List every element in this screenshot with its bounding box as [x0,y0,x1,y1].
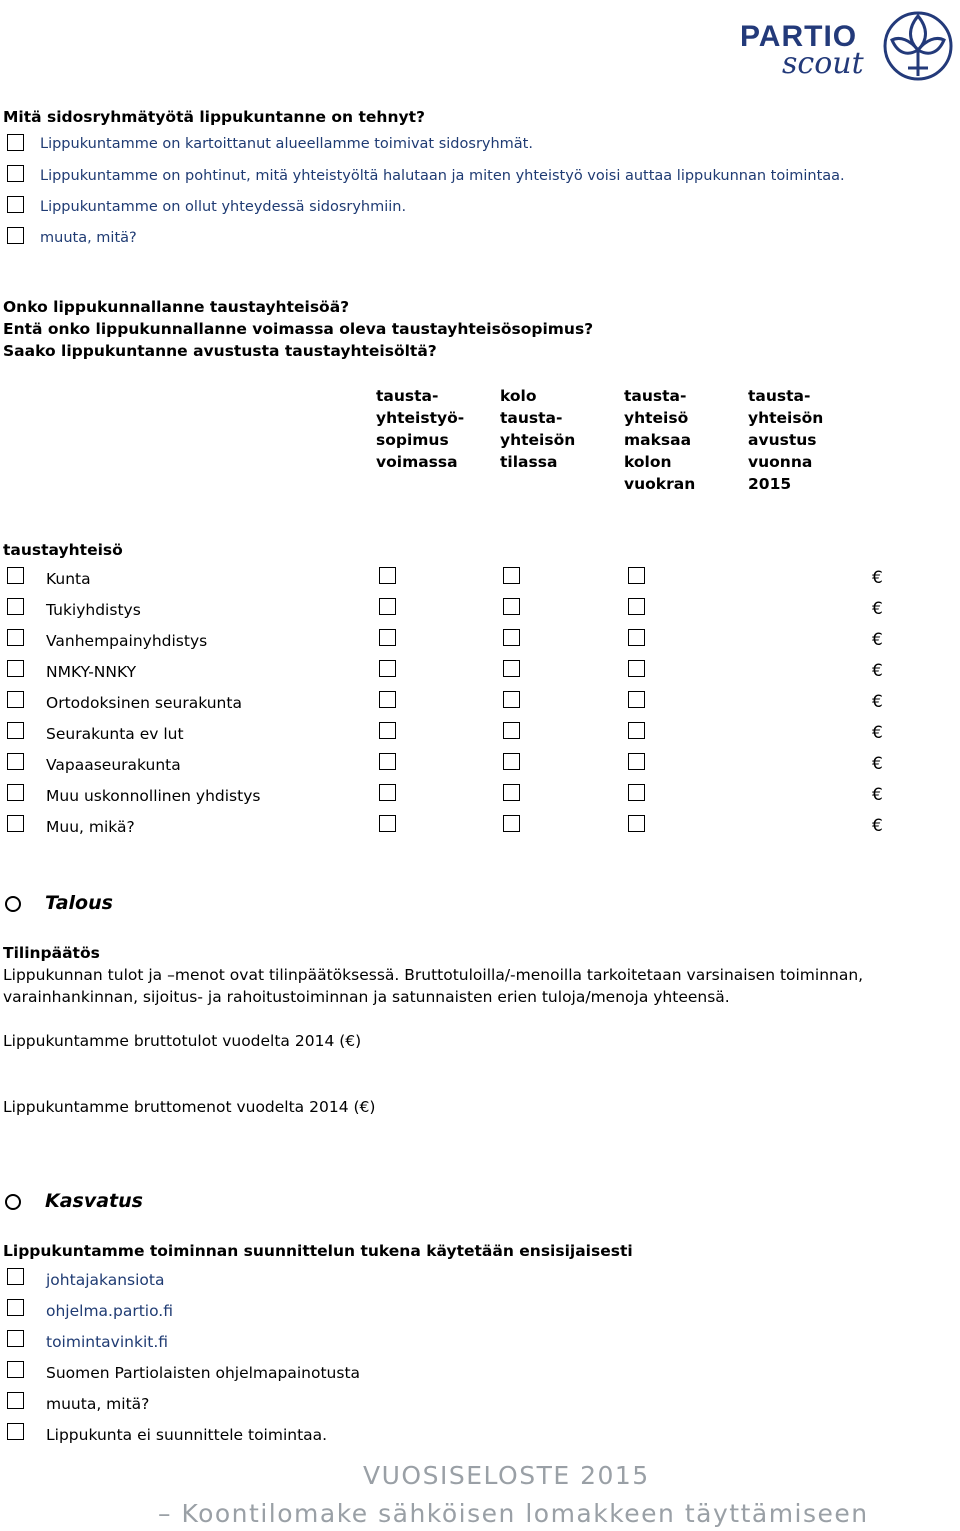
checkbox-row-7[interactable] [7,753,24,770]
question-taustayhteisosopimus: Entä onko lippukunnallanne voimassa oleva taustayhteisösopimus? [3,320,594,338]
checkbox-row-4-col-1[interactable] [379,660,396,677]
column-header-kolo: kolo tausta- yhteisön tilassa [500,387,576,471]
checkbox-sidosryhma-3[interactable] [7,196,24,213]
checkbox-row-2[interactable] [7,598,24,615]
checkbox-sidosryhma-4[interactable] [7,227,24,244]
option-ohjelma-partio: ohjelma.partio.fi [46,1302,173,1320]
euro-amount-field[interactable]: € [872,692,883,712]
euro-amount-field[interactable]: € [872,661,883,681]
row-label: Vapaaseurakunta [46,756,181,774]
checkbox-row-4-col-2[interactable] [503,660,520,677]
checkbox-row-3-col-3[interactable] [628,629,645,646]
checkbox-row-4-col-3[interactable] [628,660,645,677]
checkbox-row-5-col-3[interactable] [628,691,645,708]
checkbox-row-5[interactable] [7,691,24,708]
euro-amount-field[interactable]: € [872,630,883,650]
section-bullet-talous [5,896,21,912]
label-bruttomenot: Lippukuntamme bruttomenot vuodelta 2014 (€) [3,1098,376,1116]
euro-amount-field[interactable]: € [872,568,883,588]
logo-word-partio: PARTIO [740,20,858,53]
checkbox-row-7-col-2[interactable] [503,753,520,770]
row-header-taustayhteiso: taustayhteisö [3,541,123,559]
option-muuta: muuta, mitä? [46,1395,150,1413]
checkbox-row-2-col-3[interactable] [628,598,645,615]
checkbox-row-7-col-3[interactable] [628,753,645,770]
checkbox-row-3-col-1[interactable] [379,629,396,646]
option-ohjelmapainotus: Suomen Partiolaisten ohjelmapainotusta [46,1364,361,1382]
question-avustus: Saako lippukuntanne avustusta taustayhteisöltä? [3,342,437,360]
column-header-avustus: tausta- yhteisön avustus vuonna 2015 [748,387,824,493]
option-toimintavinkit: toimintavinkit.fi [46,1333,169,1351]
checkbox-kasvatus-6[interactable] [7,1423,24,1440]
logo-word-scout: scout [782,46,864,81]
checkbox-row-5-col-1[interactable] [379,691,396,708]
question-suunnittelu: Lippukuntamme toiminnan suunnittelun tukena käytetään ensisijaisesti [3,1242,633,1260]
checkbox-sidosryhma-2[interactable] [7,165,24,182]
checkbox-row-9-col-3[interactable] [628,815,645,832]
talous-text-line1: Lippukunnan tulot ja –menot ovat tilinpäätöksessä. Bruttotuloilla/-menoilla tarkoitetaan varsinaisen toiminnan, [3,966,864,984]
checkbox-kasvatus-1[interactable] [7,1268,24,1285]
checkbox-row-1[interactable] [7,567,24,584]
checkbox-row-9-col-1[interactable] [379,815,396,832]
option-sidosryhma-2: Lippukuntamme on pohtinut, mitä yhteistyöltä halutaan ja miten yhteistyö voisi auttaa lippukunnan toimintaa. [40,168,845,184]
checkbox-kasvatus-2[interactable] [7,1299,24,1316]
checkbox-row-6[interactable] [7,722,24,739]
column-header-vuokra: tausta- yhteisö maksaa kolon vuokran [624,387,696,493]
row-label: Muu, mikä? [46,818,135,836]
checkbox-row-2-col-2[interactable] [503,598,520,615]
checkbox-row-5-col-2[interactable] [503,691,520,708]
checkbox-kasvatus-5[interactable] [7,1392,24,1409]
subtitle-tilinpaatos: Tilinpäätös [3,944,100,962]
question-sidosryhmatyo: Mitä sidosryhmätyötä lippukuntanne on tehnyt? [3,108,425,126]
checkbox-row-3[interactable] [7,629,24,646]
checkbox-row-8-col-2[interactable] [503,784,520,801]
row-label: Tukiyhdistys [46,601,141,619]
euro-amount-field[interactable]: € [872,785,883,805]
label-bruttotulot: Lippukuntamme bruttotulot vuodelta 2014 (€) [3,1032,362,1050]
question-taustayhteiso: Onko lippukunnallanne taustayhteisöä? [3,298,350,316]
euro-amount-field[interactable]: € [872,599,883,619]
column-header-sopimus: tausta- yhteistyö- sopimus voimassa [376,387,465,471]
option-sidosryhma-4: muuta, mitä? [40,230,137,246]
talous-text-line2: varainhankinnan, sijoitus- ja rahoitustoiminnan ja satunnaisten erien tuloja/menoja yhteensä. [3,988,730,1006]
checkbox-row-1-col-2[interactable] [503,567,520,584]
checkbox-row-6-col-1[interactable] [379,722,396,739]
checkbox-row-4[interactable] [7,660,24,677]
checkbox-row-1-col-3[interactable] [628,567,645,584]
row-label: Seurakunta ev lut [46,725,184,743]
option-ei-suunnittele: Lippukunta ei suunnittele toimintaa. [46,1426,328,1444]
checkbox-row-9[interactable] [7,815,24,832]
checkbox-row-9-col-2[interactable] [503,815,520,832]
section-bullet-kasvatus [5,1194,21,1210]
checkbox-row-1-col-1[interactable] [379,567,396,584]
checkbox-row-6-col-2[interactable] [503,722,520,739]
row-label: Ortodoksinen seurakunta [46,694,242,712]
euro-amount-field[interactable]: € [872,754,883,774]
checkbox-row-2-col-1[interactable] [379,598,396,615]
euro-amount-field[interactable]: € [872,723,883,743]
section-title-talous: Talous [45,892,113,914]
checkbox-row-8-col-1[interactable] [379,784,396,801]
row-label: Kunta [46,570,91,588]
checkbox-row-8-col-3[interactable] [628,784,645,801]
checkbox-sidosryhma-1[interactable] [7,134,24,151]
row-label: Vanhempainyhdistys [46,632,208,650]
checkbox-row-8[interactable] [7,784,24,801]
lily-emblem-icon [878,6,958,86]
row-label: Muu uskonnollinen yhdistys [46,787,261,805]
section-title-kasvatus: Kasvatus [45,1190,143,1212]
checkbox-kasvatus-3[interactable] [7,1330,24,1347]
option-sidosryhma-1: Lippukuntamme on kartoittanut alueellamme toimivat sidosryhmät. [40,136,533,152]
euro-amount-field[interactable]: € [872,816,883,836]
footer-title: VUOSISELOSTE 2015 [363,1461,650,1490]
row-label: NMKY-NNKY [46,663,137,681]
option-sidosryhma-3: Lippukuntamme on ollut yhteydessä sidosryhmiin. [40,199,407,215]
footer-subtitle: – Koontilomake sähköisen lomakkeen täyttämiseen [158,1499,869,1528]
checkbox-row-3-col-2[interactable] [503,629,520,646]
checkbox-kasvatus-4[interactable] [7,1361,24,1378]
checkbox-row-7-col-1[interactable] [379,753,396,770]
checkbox-row-6-col-3[interactable] [628,722,645,739]
option-johtajakansio: johtajakansiota [46,1271,165,1289]
partio-scout-logo [738,6,960,90]
